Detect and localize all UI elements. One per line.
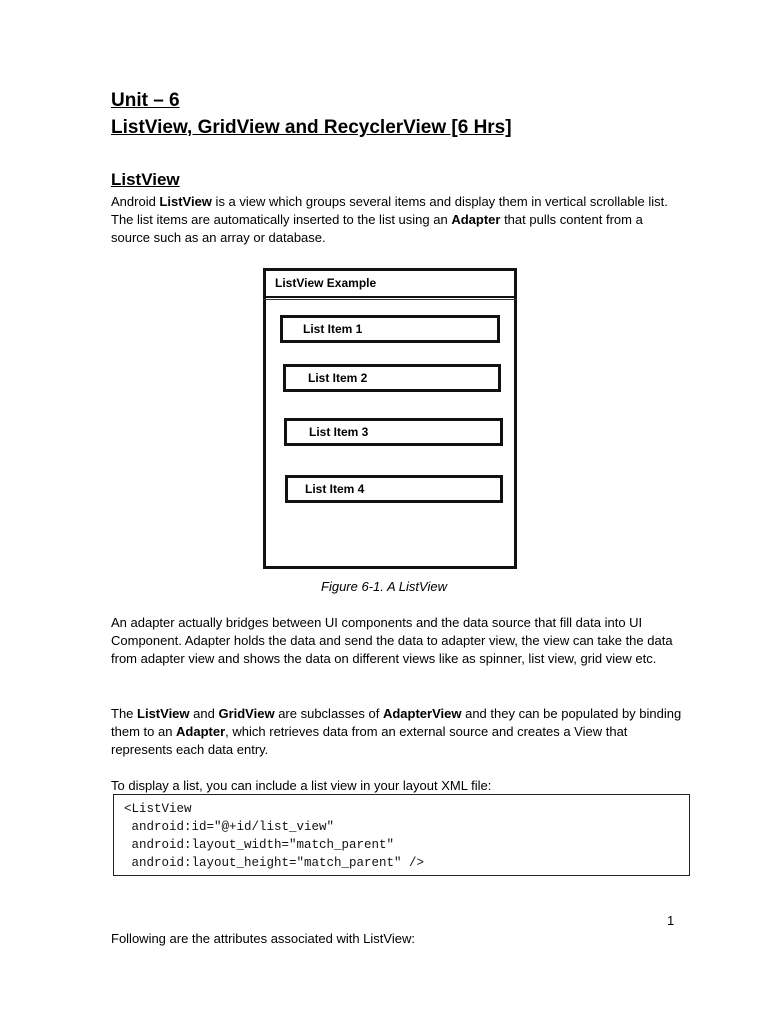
- page-number: 1: [667, 913, 675, 928]
- code-line: android:id="@+id/list_view": [124, 820, 335, 834]
- term-adapter: Adapter: [451, 212, 501, 228]
- code-line: android:layout_height="match_parent" />: [124, 856, 425, 870]
- figure-list-item: List Item 1: [280, 315, 500, 343]
- adapter-paragraph: An adapter actually bridges between UI components and the data source that fill data into UI Component. Adapter holds the data and send the data to adapter view, the view can take the data from adapter view and shows the data on different views like as spinner, list view, grid view etc.: [111, 615, 673, 667]
- unit-heading: Unit – 6: [111, 90, 180, 111]
- intro-paragraph: Android ListView is a view which groups several items and display them in vertical scrollable list. The list items are automatically inserted to the list using an Adapter that pulls content from a source such as an array or database.: [111, 194, 668, 246]
- figure-list-item: List Item 3: [284, 418, 503, 446]
- figure-list-item: List Item 2: [283, 364, 501, 392]
- figure-title-bar: ListView Example: [263, 268, 517, 298]
- listview-figure: [263, 268, 517, 569]
- term-listview: ListView: [159, 194, 212, 209]
- figure-list-item: List Item 4: [285, 475, 503, 503]
- code-line: android:layout_width="match_parent": [124, 838, 395, 852]
- adapterview-paragraph: The ListView and GridView are subclasses of AdapterView and they can be populated by binding them to an Adapter, which retrieves data from an external source and creates a View that represents each data entry.: [111, 706, 682, 758]
- code-line: <ListView: [124, 802, 192, 816]
- section-heading-listview: ListView: [111, 170, 180, 189]
- chapter-title: ListView, GridView and RecyclerView [6 Hrs]: [111, 117, 512, 138]
- figure-caption: Figure 6-1. A ListView: [321, 579, 447, 594]
- xml-intro-line: To display a list, you can include a list view in your layout XML file:: [111, 778, 492, 793]
- code-block: [113, 794, 690, 876]
- attributes-intro-line: Following are the attributes associated with ListView:: [111, 931, 415, 946]
